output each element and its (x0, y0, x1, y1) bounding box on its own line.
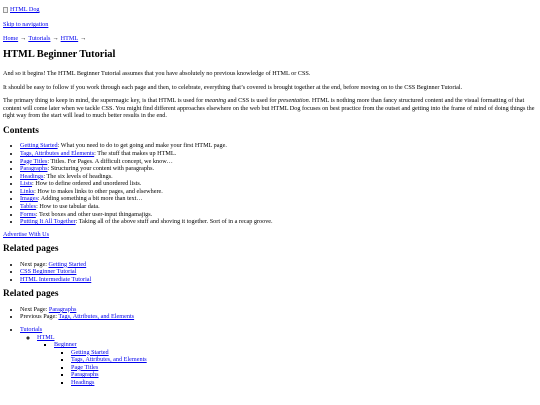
contents-link-images[interactable]: Images (20, 195, 38, 203)
next-page-link-paragraphs[interactable]: Paragraphs (48, 305, 77, 313)
contents-description: : Titles. For Pages. A difficult concept, we know… (47, 157, 173, 165)
related-pages-heading-2: Related pages (3, 289, 59, 300)
contents-description: : How to define ordered and unordered lists. (32, 180, 142, 188)
breadcrumb (3, 35, 537, 43)
nav-item-html (37, 334, 537, 387)
nav-link-paragraphs[interactable]: Paragraphs (71, 371, 99, 379)
breadcrumb-home[interactable]: Home (3, 34, 19, 42)
related-pages-list (3, 261, 537, 284)
related-pages-heading: Related pages (3, 244, 59, 255)
nav-link-getting-started[interactable]: Getting Started (71, 348, 109, 356)
contents-link-lists[interactable]: Lists (20, 180, 33, 188)
nav-item (71, 364, 537, 372)
nav-sublist (20, 334, 537, 387)
css-beginner-link[interactable]: CSS Beginner Tutorial (20, 268, 77, 276)
contents-description: : The stuff that makes up HTML. (94, 150, 177, 157)
contents-link-getting-started[interactable]: Getting Started (20, 142, 58, 150)
intro-paragraph: And so it begins! The HTML Beginner Tutorial assumes that you have absolutely no previous knowledge of HTML or CSS. (3, 70, 311, 78)
contents-description: : What you need to do to get going and make your first HTML page. (57, 142, 227, 150)
contents-description: : How to use tabular data. (36, 202, 100, 210)
previous-page-link[interactable]: Tags, Attributes, and Elements (58, 313, 135, 321)
logo-alt-text: HTML Dog (10, 6, 40, 13)
contents-link-forms[interactable]: Forms (20, 210, 36, 218)
pager-list (3, 306, 537, 321)
nav-link-page-titles[interactable]: Page Titles (71, 363, 99, 371)
contents-link-headings[interactable]: Headings (20, 172, 44, 180)
contents-link-page-titles[interactable]: Page Titles (20, 157, 48, 165)
nav-item (71, 379, 537, 387)
contents-description: : The six levels of headings. (43, 172, 113, 180)
next-page-link[interactable]: Getting Started (48, 260, 87, 268)
contents-description: : Text boxes and other user-input thingamajigs. (35, 210, 153, 218)
paragraph-text: . HTML is nothing more than fancy structured content and the visual formatting of that content will come later when we tackle CSS. You might find different approaches elsewhere on the web but HTML Dog focuses on best practice from the outset and getting into the frame of mind of doing things the right way from the start will lead to much better results in the end. (3, 97, 535, 120)
list-item (20, 261, 537, 269)
list-item (20, 150, 537, 158)
list-item (20, 165, 537, 173)
list-item (20, 188, 537, 196)
contents-link-tags[interactable]: Tags, Attributes and Elements (20, 150, 95, 157)
list-item (20, 218, 537, 226)
key-concept-paragraph (3, 97, 537, 120)
nav-link-tags[interactable]: Tags, Attributes, and Elements (71, 356, 147, 364)
contents-list (3, 142, 537, 225)
site-navigation (3, 326, 537, 387)
contents-link-paragraphs[interactable]: Paragraphs (20, 165, 48, 173)
contents-description: : Taking all of the above stuff and shoving it together. Sort of in a recap groove. (75, 218, 273, 226)
broken-image-icon (3, 7, 8, 13)
nav-link-headings[interactable]: Headings (71, 378, 95, 386)
contents-link-putting-together[interactable]: Putting It All Together (20, 218, 76, 226)
next-page-prefix: Next Page: (20, 305, 49, 313)
advertise-link[interactable]: Advertise With Us (3, 230, 50, 238)
emphasis-meaning: meaning (204, 97, 227, 105)
list-item (20, 158, 537, 166)
nav-link-html[interactable]: HTML (37, 333, 55, 341)
list-item (20, 142, 537, 150)
emphasis-presentation: presentation (278, 97, 309, 105)
advertise-row (3, 231, 537, 239)
nav-item (71, 371, 537, 379)
list-item (20, 313, 537, 321)
next-page-prefix: Next page: (20, 260, 49, 268)
nav-link-beginner[interactable]: Beginner (54, 341, 77, 349)
breadcrumb-arrow-icon: → (20, 34, 27, 42)
contents-description: : Adding something a bit more than text… (37, 195, 143, 203)
paragraph-text: The primary thing to keep in mind, the supermagic key, is that HTML is used for (3, 97, 205, 105)
list-item (20, 211, 537, 219)
nav-sublist (54, 349, 537, 387)
list-item (20, 268, 537, 276)
breadcrumb-arrow-icon: → (52, 34, 59, 42)
contents-description: : Structuring your content with paragraphs. (47, 165, 155, 173)
nav-item (71, 349, 537, 357)
list-item (20, 203, 537, 211)
logo-link[interactable] (3, 6, 40, 14)
nav-item (71, 356, 537, 364)
nav-item-tutorials (20, 326, 537, 387)
html-intermediate-link[interactable]: HTML Intermediate Tutorial (20, 275, 92, 283)
previous-page-prefix: Previous Page: (20, 313, 59, 321)
contents-description: : How to makes links to other pages, and elsewhere. (34, 187, 163, 195)
contents-link-links[interactable]: Links (20, 187, 35, 195)
contents-link-tables[interactable]: Tables (20, 202, 37, 210)
list-item (20, 306, 537, 314)
page-title: HTML Beginner Tutorial (3, 49, 116, 61)
breadcrumb-html[interactable]: HTML (60, 34, 79, 42)
list-item (20, 180, 537, 188)
list-item (20, 276, 537, 284)
list-item (20, 173, 537, 181)
nav-sublist (37, 341, 537, 386)
nav-item-beginner (54, 341, 537, 386)
skip-to-navigation-link[interactable]: Skip to navigation (3, 21, 49, 29)
nav-link-tutorials[interactable]: Tutorials (20, 325, 43, 333)
list-item (20, 195, 537, 203)
skip-row (3, 21, 537, 29)
intro-paragraph: It should be easy to follow if you work through each page and then, to celebrate, everything that’s covered is brought together at the end, before moving on to the CSS Beginner Tutorial. (3, 83, 463, 91)
contents-heading: Contents (3, 125, 39, 136)
logo-row (3, 6, 537, 15)
paragraph-text: and CSS is used for (226, 97, 279, 105)
breadcrumb-arrow-icon: → (80, 34, 87, 42)
breadcrumb-tutorials[interactable]: Tutorials (28, 34, 51, 42)
